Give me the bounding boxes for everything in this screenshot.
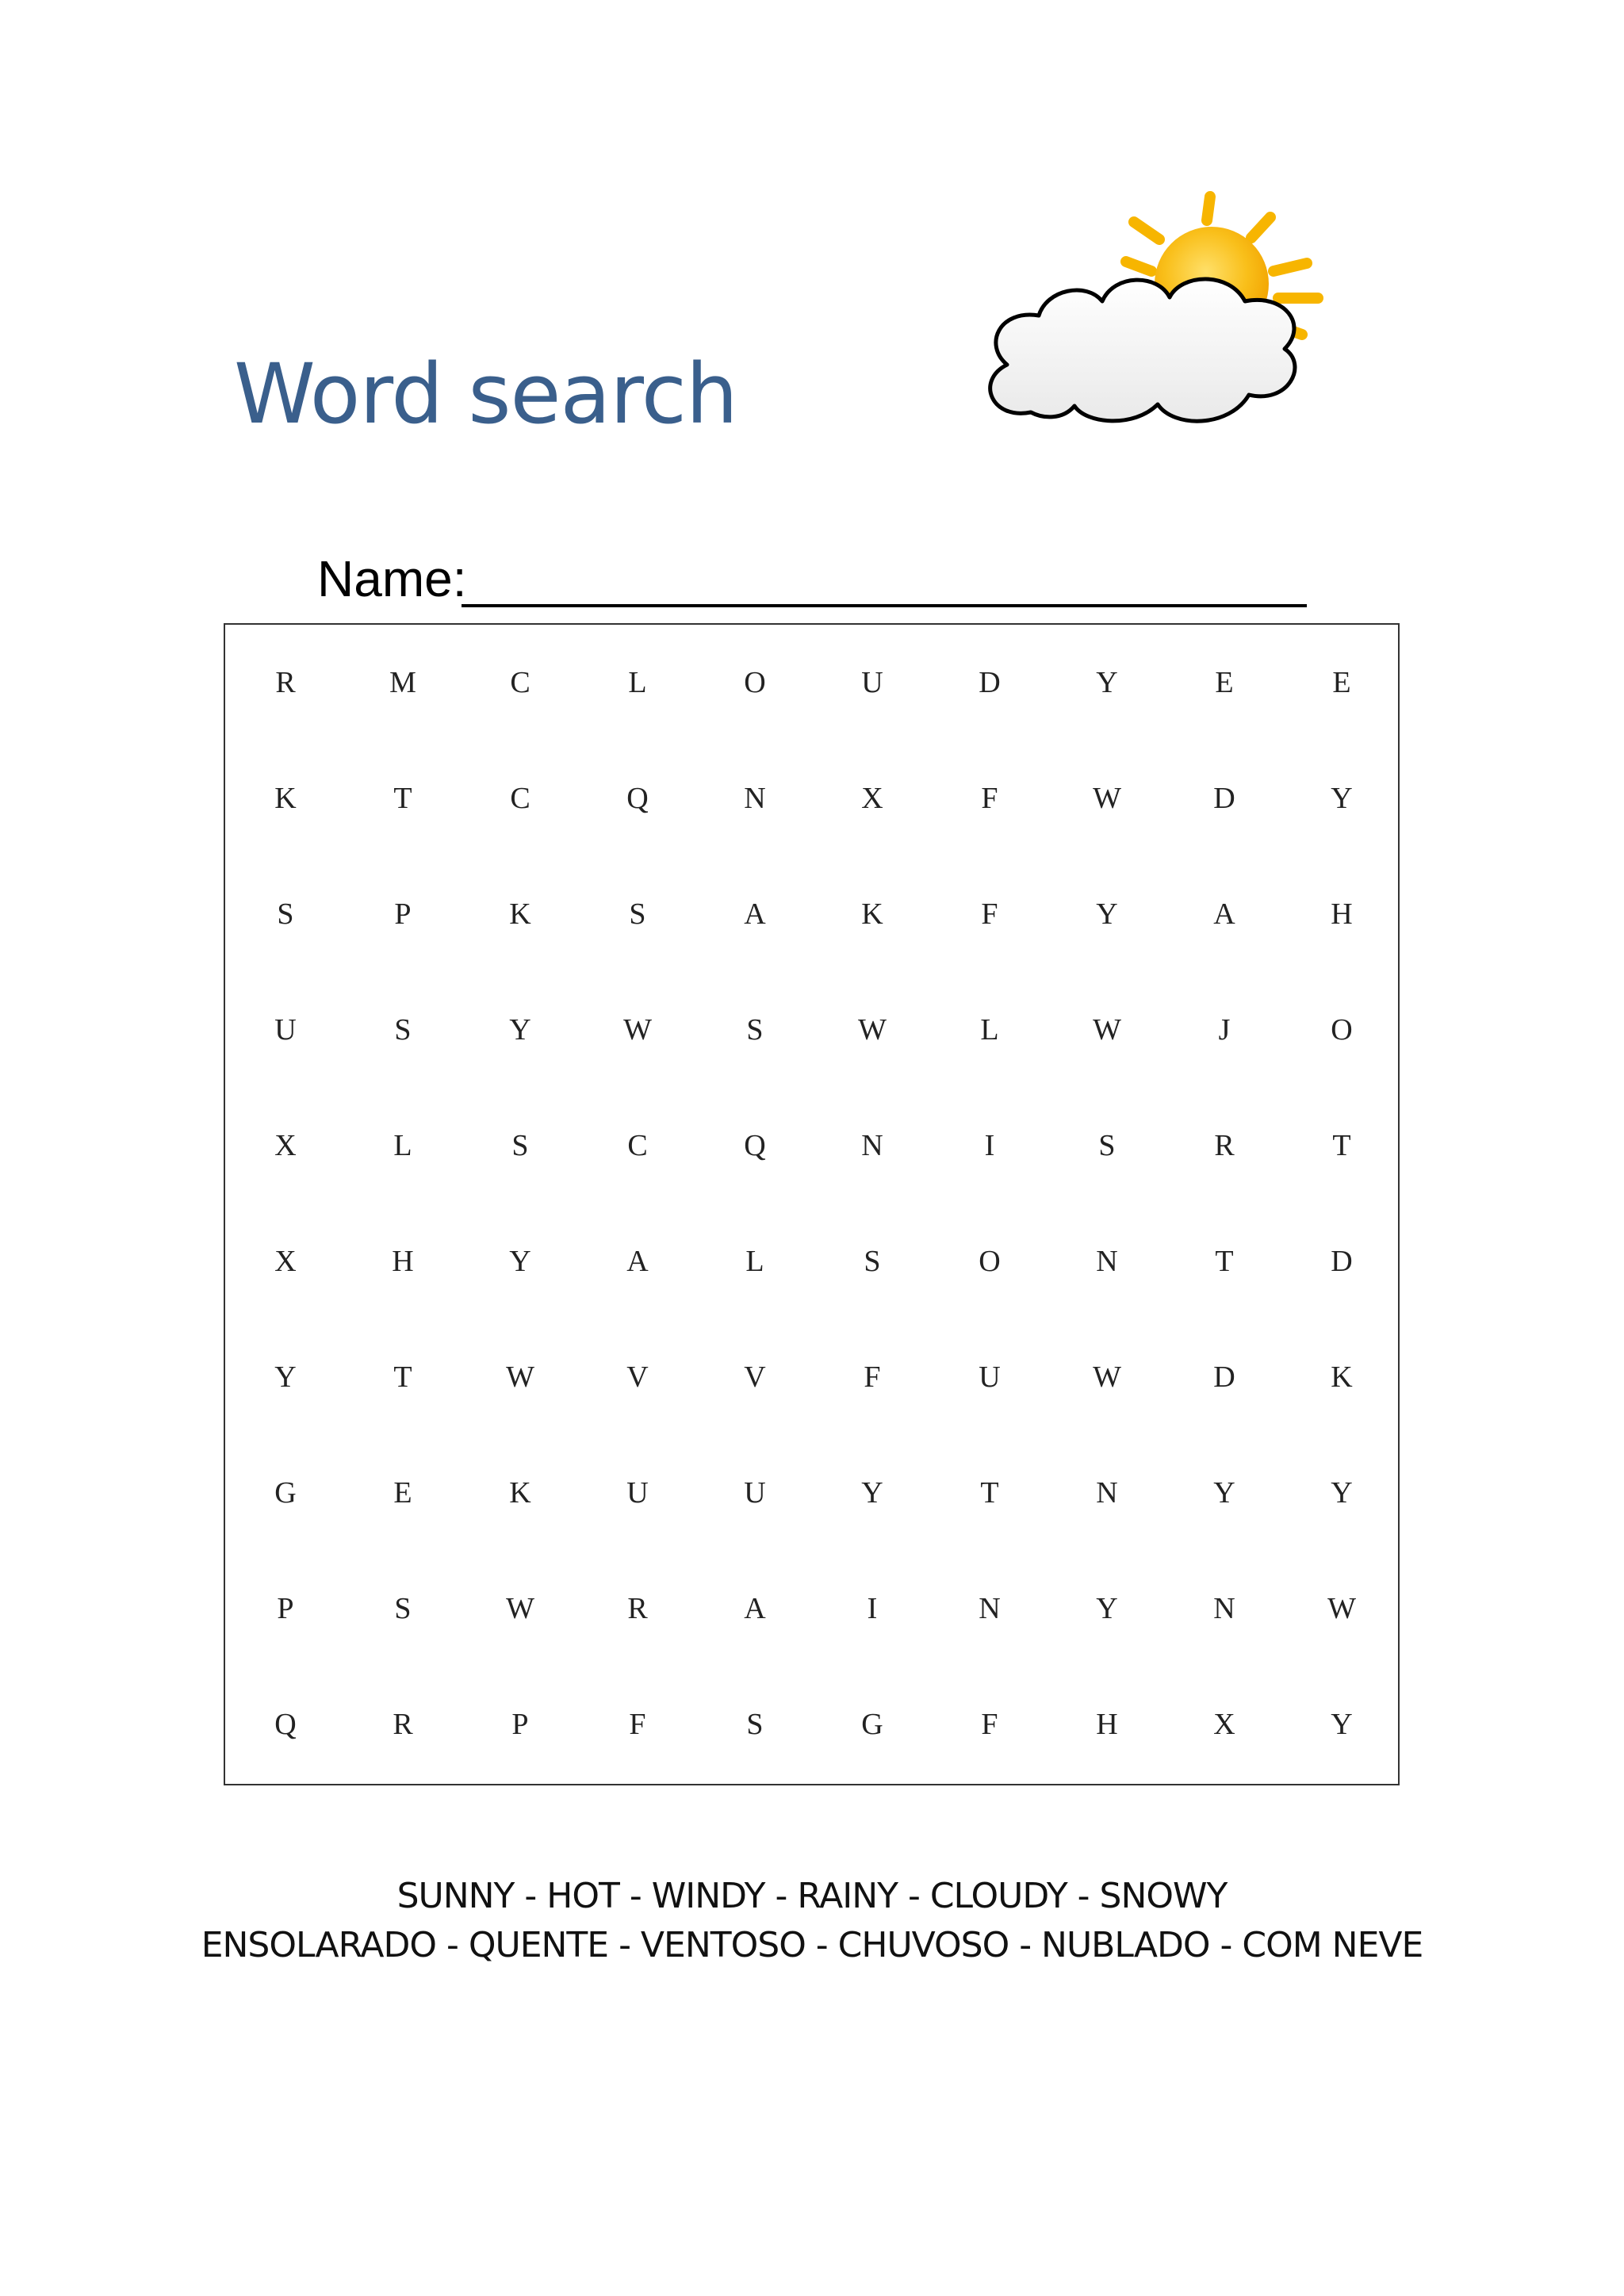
grid-row: [225, 740, 1398, 856]
grid-row: [225, 1551, 1398, 1667]
grid-cell[interactable]: O: [1331, 1013, 1353, 1047]
grid-cell[interactable]: Q: [626, 782, 649, 815]
grid-cell[interactable]: S: [864, 1245, 881, 1278]
grid-cell[interactable]: W: [1327, 1592, 1356, 1625]
grid-cell[interactable]: H: [392, 1245, 414, 1278]
grid-cell[interactable]: S: [746, 1013, 764, 1047]
grid-cell[interactable]: R: [275, 666, 296, 699]
grid-cell[interactable]: N: [1096, 1245, 1118, 1278]
grid-cell[interactable]: C: [510, 782, 530, 815]
grid-cell[interactable]: V: [744, 1360, 766, 1394]
grid-cell[interactable]: Y: [509, 1013, 531, 1047]
word-list-portuguese: ENSOLARADO - QUENTE - VENTOSO - CHUVOSO - NUBLADO - COM NEVE: [201, 1925, 1423, 1965]
grid-cell[interactable]: N: [1213, 1592, 1235, 1625]
grid-cell[interactable]: L: [980, 1013, 999, 1047]
grid-cell[interactable]: L: [393, 1129, 412, 1162]
name-label: Name:: [317, 550, 467, 607]
grid-row: [225, 1203, 1398, 1319]
grid-cell[interactable]: I: [984, 1129, 995, 1162]
grid-cell[interactable]: D: [979, 666, 1001, 699]
grid-cell[interactable]: Y: [861, 1476, 883, 1510]
grid-cell[interactable]: Y: [1331, 782, 1353, 815]
grid-cell[interactable]: D: [1331, 1245, 1353, 1278]
grid-cell[interactable]: U: [979, 1360, 1001, 1394]
grid-cell[interactable]: C: [627, 1129, 648, 1162]
grid-cell[interactable]: Y: [1096, 1592, 1118, 1625]
page-title: Word search: [234, 346, 737, 442]
grid-cell[interactable]: K: [1331, 1360, 1353, 1394]
grid-cell[interactable]: P: [511, 1708, 529, 1741]
grid-cell[interactable]: A: [626, 1245, 649, 1278]
grid-cell[interactable]: X: [274, 1129, 297, 1162]
grid-cell[interactable]: Q: [744, 1129, 766, 1162]
grid-cell[interactable]: V: [626, 1360, 649, 1394]
grid-cell[interactable]: W: [1093, 1360, 1121, 1394]
grid-cell[interactable]: W: [506, 1360, 534, 1394]
sun-behind-cloud-icon: [975, 182, 1404, 444]
grid-cell[interactable]: S: [1098, 1129, 1116, 1162]
grid-cell[interactable]: K: [861, 897, 883, 931]
grid-cell[interactable]: R: [1214, 1129, 1235, 1162]
grid-cell[interactable]: D: [1213, 782, 1235, 815]
grid-cell[interactable]: C: [510, 666, 530, 699]
grid-cell[interactable]: Y: [274, 1360, 297, 1394]
grid-cell[interactable]: Y: [1331, 1708, 1353, 1741]
grid-cell[interactable]: J: [1218, 1013, 1231, 1047]
grid-cell[interactable]: T: [1215, 1245, 1234, 1278]
grid-cell[interactable]: H: [1096, 1708, 1118, 1741]
grid-cell[interactable]: W: [1093, 1013, 1121, 1047]
grid-cell[interactable]: U: [744, 1476, 766, 1510]
grid-cell[interactable]: S: [394, 1592, 412, 1625]
grid-cell[interactable]: D: [1213, 1360, 1235, 1394]
grid-cell[interactable]: F: [981, 897, 998, 931]
grid-cell[interactable]: S: [277, 897, 294, 931]
grid-cell[interactable]: X: [1213, 1708, 1235, 1741]
grid-cell[interactable]: L: [745, 1245, 764, 1278]
word-list-english: SUNNY - HOT - WINDY - RAINY - CLOUDY - SNOWY: [396, 1876, 1228, 1916]
grid-cell[interactable]: S: [394, 1013, 412, 1047]
grid-cell[interactable]: E: [1332, 666, 1351, 699]
grid-cell[interactable]: K: [274, 782, 297, 815]
grid-cell[interactable]: U: [626, 1476, 649, 1510]
grid-cell[interactable]: T: [1332, 1129, 1351, 1162]
grid-row: [225, 625, 1398, 740]
grid-cell[interactable]: Y: [1096, 897, 1118, 931]
grid-cell[interactable]: M: [389, 666, 416, 699]
grid-cell[interactable]: W: [623, 1013, 652, 1047]
grid-cell[interactable]: F: [981, 1708, 998, 1741]
grid-cell[interactable]: X: [274, 1245, 297, 1278]
name-field-row: [317, 547, 1308, 610]
grid-cell[interactable]: R: [393, 1708, 413, 1741]
grid-cell[interactable]: G: [861, 1708, 883, 1741]
grid-cell[interactable]: W: [858, 1013, 887, 1047]
grid-cell[interactable]: O: [744, 666, 766, 699]
grid-cell[interactable]: W: [506, 1592, 534, 1625]
grid-cell[interactable]: A: [744, 1592, 766, 1625]
grid-cell[interactable]: O: [979, 1245, 1001, 1278]
grid-cell[interactable]: Y: [1096, 666, 1118, 699]
grid-cell[interactable]: Y: [509, 1245, 531, 1278]
grid-cell[interactable]: K: [509, 897, 531, 931]
grid-cell[interactable]: W: [1093, 782, 1121, 815]
grid-cell[interactable]: I: [867, 1592, 878, 1625]
grid-cell[interactable]: K: [509, 1476, 531, 1510]
grid-cell[interactable]: F: [864, 1360, 881, 1394]
grid-cell[interactable]: R: [627, 1592, 648, 1625]
grid-row: [225, 1667, 1398, 1782]
grid-cell[interactable]: G: [274, 1476, 297, 1510]
name-input-line[interactable]: [462, 604, 1307, 607]
grid-cell[interactable]: S: [629, 897, 646, 931]
grid-cell[interactable]: Q: [274, 1708, 297, 1741]
grid-cell[interactable]: H: [1331, 897, 1353, 931]
grid-cell[interactable]: S: [511, 1129, 529, 1162]
grid-cell[interactable]: S: [746, 1708, 764, 1741]
grid-cell[interactable]: P: [394, 897, 412, 931]
grid-cell[interactable]: Y: [1331, 1476, 1353, 1510]
grid-cell[interactable]: U: [861, 666, 883, 699]
grid-cell[interactable]: A: [1213, 897, 1235, 931]
grid-row: [225, 972, 1398, 1088]
grid-cell[interactable]: N: [861, 1129, 883, 1162]
grid-cell[interactable]: N: [744, 782, 766, 815]
grid-cell[interactable]: F: [981, 782, 998, 815]
grid-cell[interactable]: T: [980, 1476, 999, 1510]
grid-cell[interactable]: A: [744, 897, 766, 931]
grid-cell[interactable]: E: [393, 1476, 412, 1510]
grid-cell[interactable]: L: [628, 666, 647, 699]
grid-cell[interactable]: X: [861, 782, 883, 815]
grid-cell[interactable]: Y: [1213, 1476, 1235, 1510]
word-search-grid: [224, 623, 1400, 1785]
grid-row: [225, 1088, 1398, 1203]
grid-row: [225, 1319, 1398, 1435]
grid-cell[interactable]: T: [393, 1360, 412, 1394]
grid-row: [225, 1435, 1398, 1551]
grid-cell[interactable]: N: [1096, 1476, 1118, 1510]
grid-cell[interactable]: N: [979, 1592, 1001, 1625]
grid-cell[interactable]: F: [629, 1708, 646, 1741]
grid-cell[interactable]: P: [277, 1592, 294, 1625]
grid-cell[interactable]: T: [393, 782, 412, 815]
grid-row: [225, 856, 1398, 972]
grid-cell[interactable]: E: [1215, 666, 1234, 699]
grid-cell[interactable]: U: [274, 1013, 297, 1047]
